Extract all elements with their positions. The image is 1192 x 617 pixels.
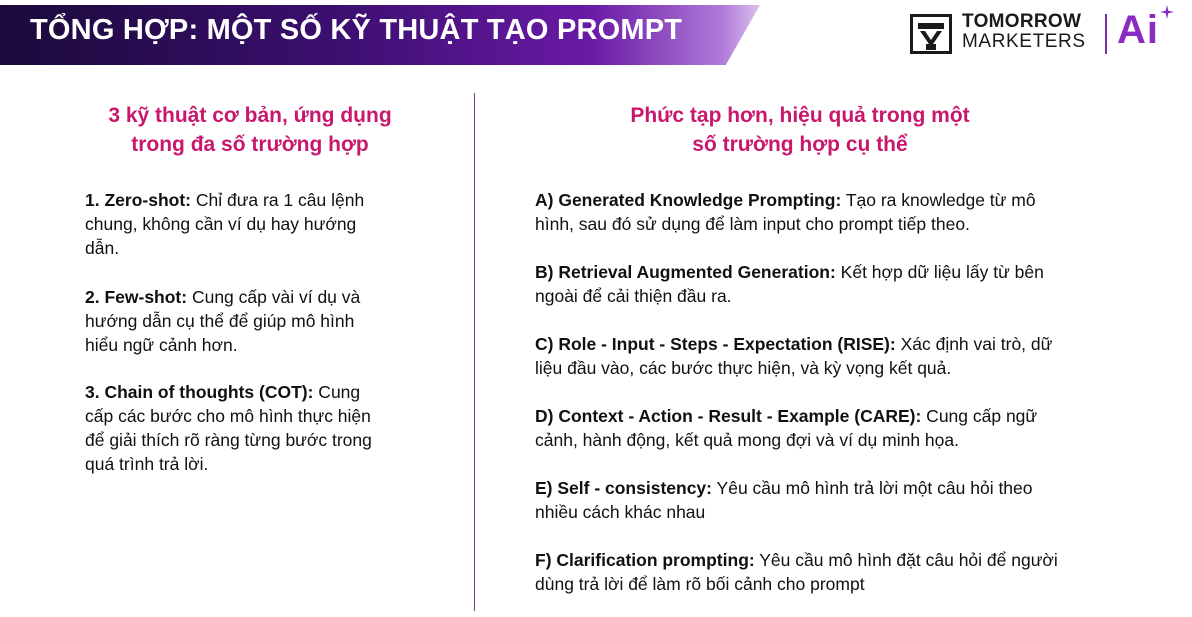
brand-logo <box>910 8 1172 56</box>
technique-term: A) Generated Knowledge Prompting: <box>535 190 842 210</box>
technique-desc: chung, không cần ví dụ hay hướng <box>85 214 357 234</box>
technique-term: E) Self - consistency: <box>535 478 712 498</box>
technique-desc: dẫn. <box>85 238 120 258</box>
technique-desc: dùng trả lời để làm rõ bối cảnh cho prompt <box>535 574 865 594</box>
right-column-heading <box>580 101 1020 159</box>
technique-rise <box>535 332 1052 380</box>
technique-line <box>535 188 1036 212</box>
technique-desc: ngoài để cải thiện đầu ra. <box>535 286 732 306</box>
technique-term: B) Retrieval Augmented Generation: <box>535 262 836 282</box>
tm-logo-icon <box>910 14 952 54</box>
technique-self-consistency <box>535 476 1033 524</box>
sparkle-icon <box>1160 5 1174 19</box>
technique-desc: quá trình trả lời. <box>85 454 209 474</box>
technique-zero-shot <box>85 188 364 260</box>
technique-term: C) Role - Input - Steps - Expectation (RISE): <box>535 334 896 354</box>
right-heading-line: Phức tạp hơn, hiệu quả trong một <box>630 104 970 127</box>
logo-ai-text: Ai <box>1117 8 1159 52</box>
left-heading-line: 3 kỹ thuật cơ bản, ứng dụng <box>108 104 392 127</box>
technique-desc: Chỉ đưa ra 1 câu lệnh <box>190 190 365 210</box>
logo-line-1: TOMORROW <box>962 11 1082 32</box>
technique-clarification <box>535 548 1058 596</box>
column-divider <box>474 93 475 611</box>
technique-desc: Cung cấp ngữ <box>921 406 1038 426</box>
technique-line <box>535 404 1037 428</box>
technique-term: 1. Zero-shot: <box>85 190 191 210</box>
technique-rag <box>535 260 1044 308</box>
logo-wordmark <box>962 12 1086 52</box>
technique-line <box>85 188 364 212</box>
left-column-heading <box>40 101 460 159</box>
technique-term: 2. Few-shot: <box>85 287 188 307</box>
logo-line-2: MARKETERS <box>962 31 1086 52</box>
technique-desc: Kết hợp dữ liệu lấy từ bên <box>835 262 1044 282</box>
technique-desc: cấp các bước cho mô hình thực hiện <box>85 406 371 426</box>
technique-care <box>535 404 1037 452</box>
technique-desc: Tạo ra knowledge từ mô <box>841 190 1036 210</box>
left-heading-line: trong đa số trường hợp <box>131 133 369 156</box>
technique-desc: Yêu cầu mô hình trả lời một câu hỏi theo <box>712 478 1033 498</box>
technique-term: D) Context - Action - Result - Example (CARE): <box>535 406 922 426</box>
technique-term: F) Clarification prompting: <box>535 550 755 570</box>
technique-desc: liệu đầu vào, các bước thực hiện, và kỳ vọng kết quả. <box>535 358 952 378</box>
technique-line <box>85 380 372 404</box>
technique-line <box>535 548 1058 572</box>
technique-desc: Cung cấp vài ví dụ và <box>187 287 361 307</box>
technique-few-shot <box>85 285 360 357</box>
technique-desc: Yêu cầu mô hình đặt câu hỏi để người <box>754 550 1058 570</box>
technique-chain-of-thoughts <box>85 380 372 476</box>
technique-term: 3. Chain of thoughts (COT): <box>85 382 314 402</box>
page-title: TỔNG HỢP: MỘT SỐ KỸ THUẬT TẠO PROMPT <box>30 14 683 46</box>
logo-divider <box>1105 14 1107 54</box>
technique-desc: để giải thích rõ ràng từng bước trong <box>85 430 372 450</box>
technique-line <box>535 476 1033 500</box>
technique-line <box>85 285 360 309</box>
technique-desc: cảnh, hành động, kết quả mong đợi và ví dụ minh họa. <box>535 430 959 450</box>
technique-desc: Xác định vai trò, dữ <box>895 334 1053 354</box>
technique-line <box>535 332 1052 356</box>
technique-desc: Cung <box>313 382 361 402</box>
technique-generated-knowledge <box>535 188 1036 236</box>
right-heading-line: số trường hợp cụ thể <box>692 133 908 156</box>
technique-desc: hình, sau đó sử dụng để làm input cho prompt tiếp theo. <box>535 214 970 234</box>
technique-desc: hướng dẫn cụ thể để giúp mô hình <box>85 311 355 331</box>
technique-desc: nhiều cách khác nhau <box>535 502 706 522</box>
technique-line <box>535 260 1044 284</box>
technique-desc: hiểu ngữ cảnh hơn. <box>85 335 238 355</box>
